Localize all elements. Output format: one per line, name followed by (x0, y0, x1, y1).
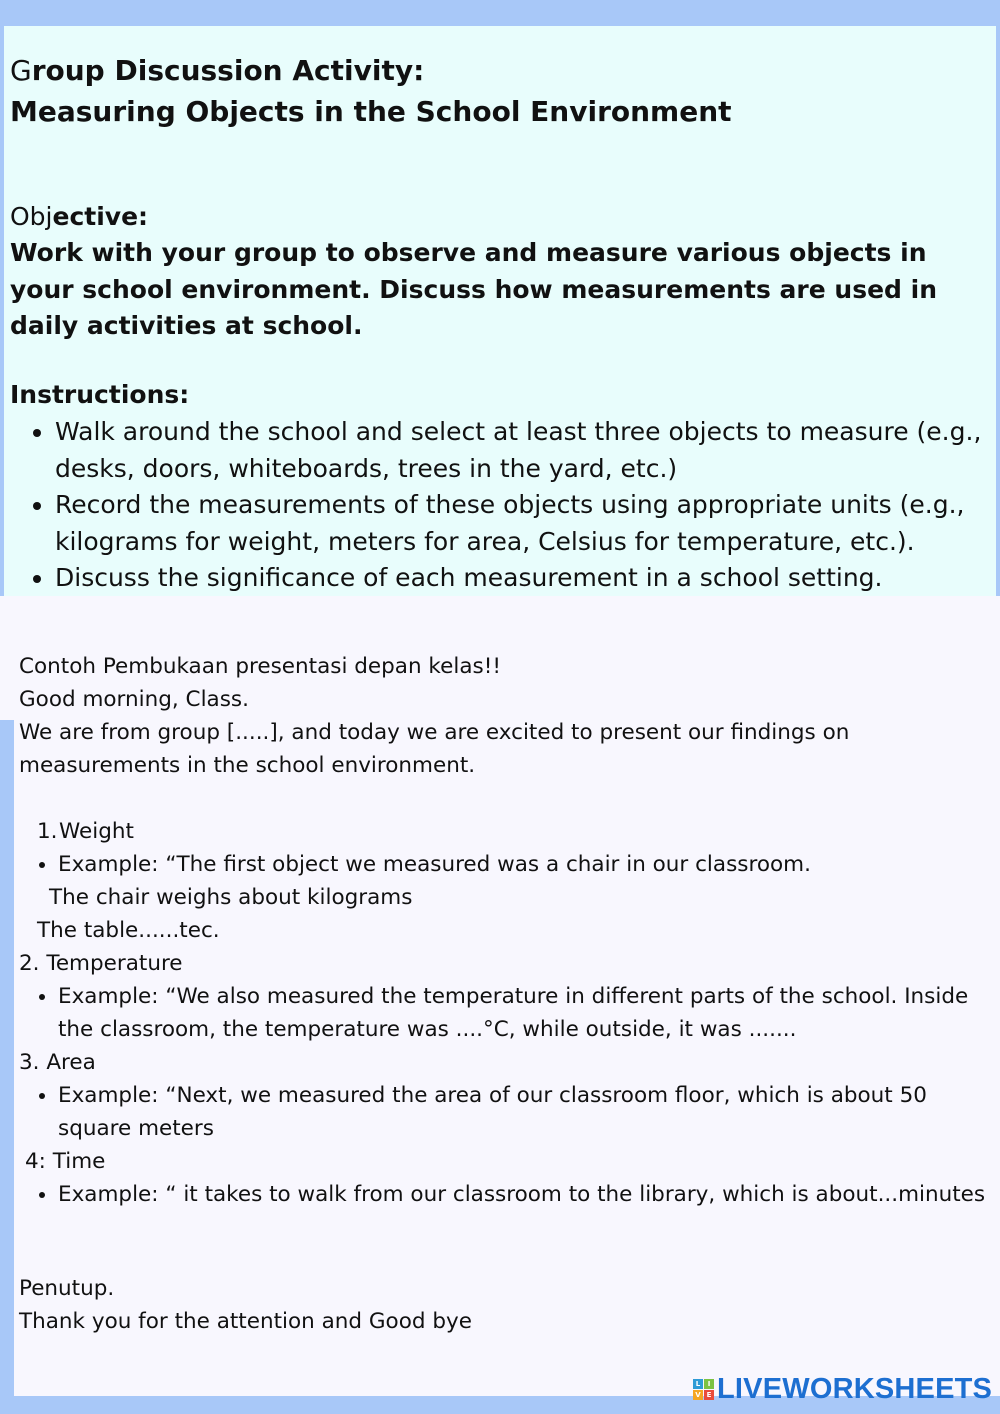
objective-text: Work with your group to observe and measure various objects in your school environment. Discuss how measurements are used in daily activities at school. (10, 238, 937, 340)
area-heading: 3. Area (19, 1050, 96, 1075)
weight-example: • Example: “The first object we measured was a chair in our classroom. (58, 848, 994, 881)
logo-letter: I (704, 1379, 714, 1389)
weight-detail-2: The table......tec. (37, 918, 220, 943)
greeting: Good morning, Class. (19, 687, 249, 712)
logo-letter: V (693, 1390, 703, 1400)
instruction-item: • Walk around the school and select at least three objects to measure (e.g., desks, doors, whiteboards, trees in the yard, etc.) (55, 414, 985, 487)
instructions-list (10, 414, 985, 597)
area-example: • Example: “Next, we measured the area of our classroom floor, which is about 50 square meters (58, 1079, 994, 1145)
logo-icon (693, 1379, 714, 1400)
intro-text: We are from group [.....], and today we are excited to present our findings on measurements in the school environment. (19, 720, 850, 778)
presentation-heading: Contoh Pembukaan presentasi depan kelas!! (19, 654, 501, 679)
objective-heading: Objective: (10, 202, 149, 231)
weight-heading: 1.Weight (37, 819, 134, 844)
frame-edge (996, 26, 1000, 596)
temperature-list (19, 980, 994, 1046)
instruction-item: • Record the measurements of these objects using appropriate units (e.g., kilograms for weight, meters for area, Celsius for temperature, etc.). (55, 487, 985, 560)
logo-letter: L (693, 1379, 703, 1389)
closing-label: Penutup. (19, 1276, 115, 1301)
closing-text: Thank you for the attention and Good bye (19, 1309, 472, 1334)
temperature-heading: 2. Temperature (19, 951, 183, 976)
time-example: • Example: “ it takes to walk from our classroom to the library, which is about...minutes (58, 1178, 994, 1211)
weight-list (19, 848, 994, 881)
frame-edge-left-fill (0, 596, 14, 720)
page-title: Group Discussion Activity: Measuring Objects in the School Environment (10, 54, 732, 128)
closing (19, 1272, 472, 1338)
time-list (19, 1178, 994, 1211)
instruction-item: • Discuss the significance of each measurement in a school setting. (55, 560, 985, 597)
liveworksheets-logo (693, 1374, 992, 1404)
time-heading: 4: Time (25, 1149, 106, 1174)
instructions-heading: Instructions: (10, 380, 190, 409)
logo-letter: E (704, 1390, 714, 1400)
temperature-example: • Example: “We also measured the temperature in different parts of the school. Inside the classroom, the temperature was ....°C, while outside, it was ....... (58, 980, 994, 1046)
logo-text: LIVEWORKSHEETS (717, 1372, 993, 1405)
area-list (19, 1079, 994, 1145)
weight-detail: The chair weighs about kilograms (49, 885, 413, 910)
presentation-example (19, 650, 994, 1211)
